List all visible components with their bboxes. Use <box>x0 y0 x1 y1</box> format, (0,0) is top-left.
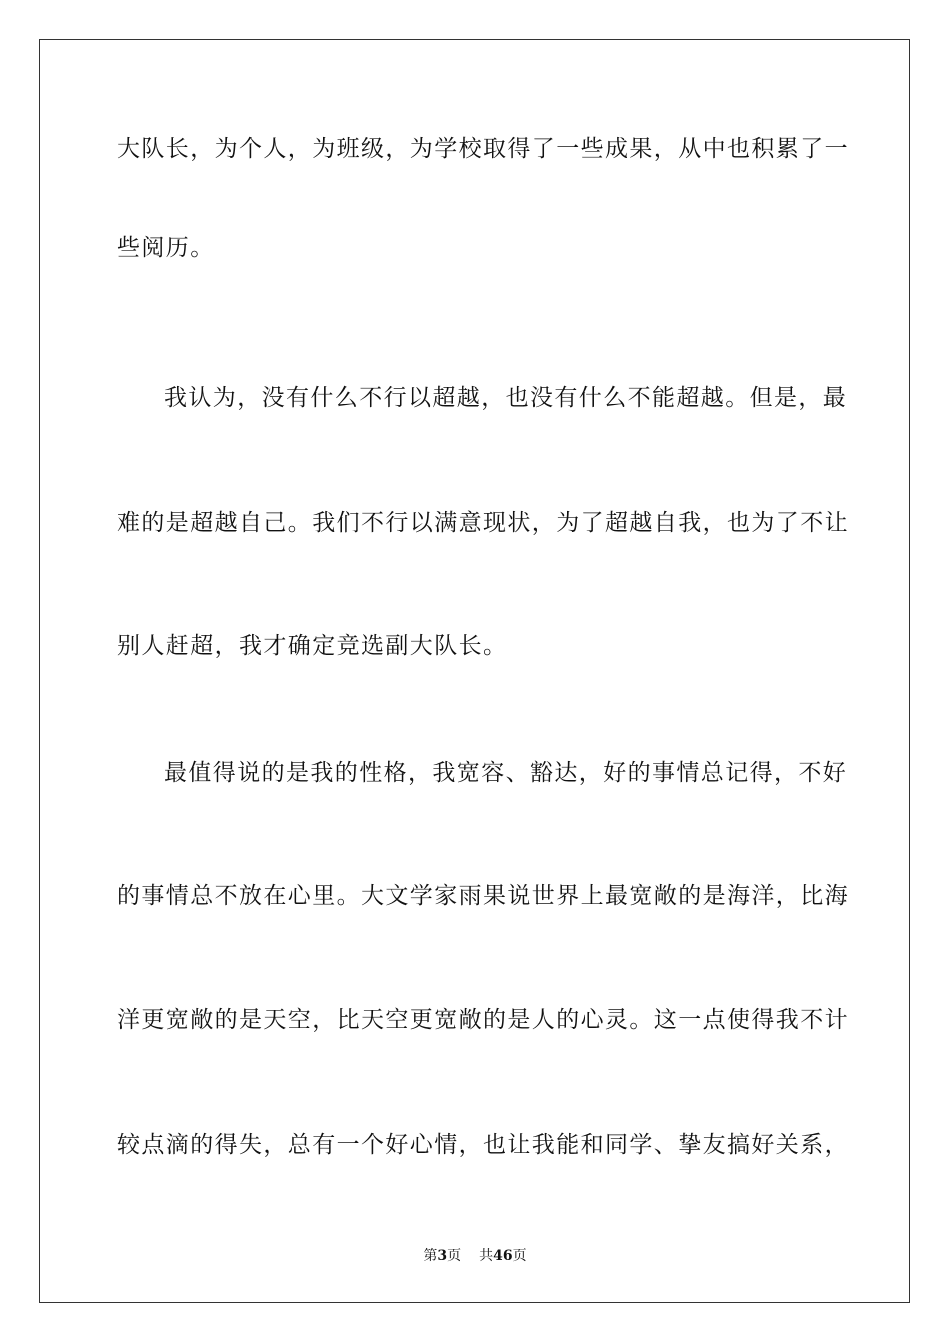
page-number: 3 <box>437 1248 448 1264</box>
page-border <box>39 39 910 1303</box>
paragraph-line-9: 较点滴的得失，总有一个好心情，也让我能和同学、挚友搞好关系， <box>117 1132 849 1158</box>
paragraph-line-1: 大队长，为个人，为班级，为学校取得了一些成果，从中也积累了一 <box>117 136 849 162</box>
total-pages: 46 <box>493 1248 513 1264</box>
paragraph-line-8: 洋更宽敞的是天空，比天空更宽敞的是人的心灵。这一点使得我不计 <box>117 1007 849 1033</box>
paragraph-line-3: 我认为，没有什么不行以超越，也没有什么不能超越。但是，最 <box>164 385 848 411</box>
paragraph-line-4: 难的是超越自己。我们不行以满意现状，为了超越自我，也为了不让 <box>117 510 849 536</box>
paragraph-line-2: 些阅历。 <box>117 235 215 261</box>
paragraph-line-7: 的事情总不放在心里。大文学家雨果说世界上最宽敞的是海洋，比海 <box>117 883 849 909</box>
paragraph-line-6: 最值得说的是我的性格，我宽容、豁达，好的事情总记得，不好 <box>164 760 848 786</box>
page-footer <box>0 1247 950 1265</box>
total-suffix: 页 <box>512 1248 527 1264</box>
paragraph-line-5: 别人赶超，我才确定竞选副大队长。 <box>117 633 508 659</box>
page-prefix: 第 <box>423 1248 438 1264</box>
page-suffix: 页 <box>447 1248 462 1264</box>
total-prefix: 共 <box>479 1248 494 1264</box>
